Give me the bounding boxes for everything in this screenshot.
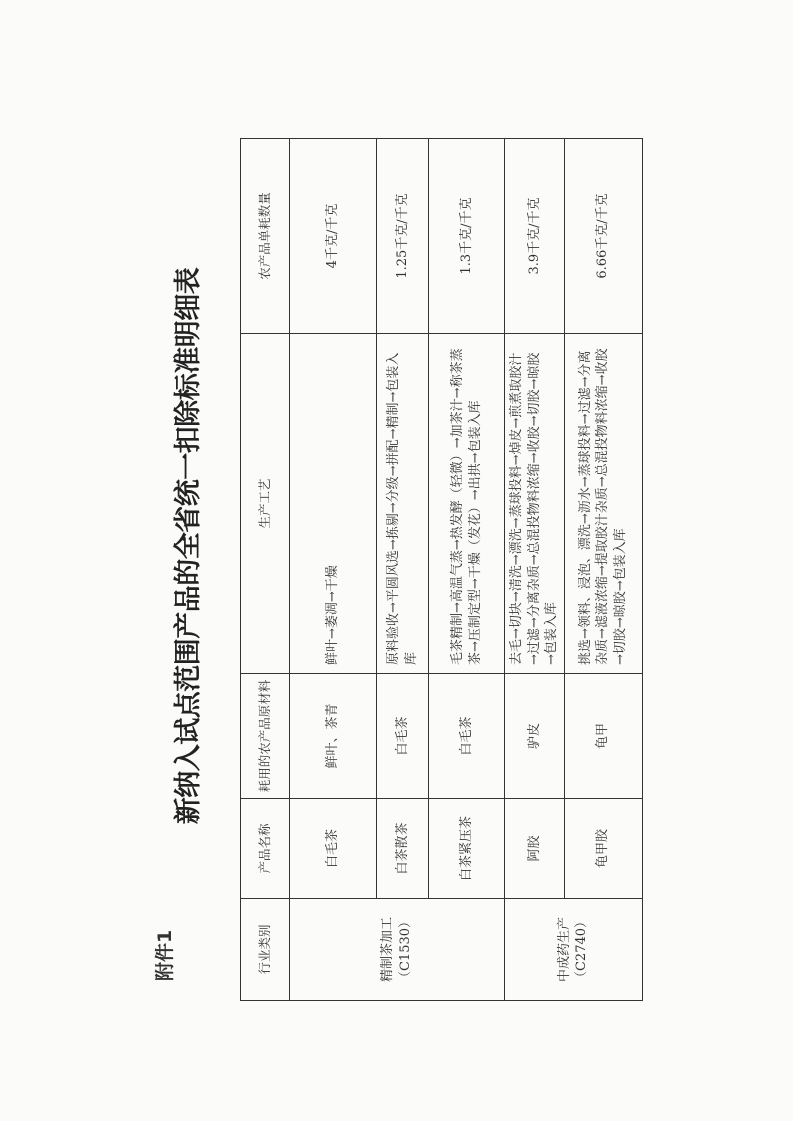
consumption-cell: 3.9千克/千克	[505, 139, 565, 334]
header-product: 产品名称	[241, 799, 290, 899]
process-cell: 去毛→切块→清洗→漂洗→蒸球投料→焯皮→煎煮取胶汁→过滤→分离杂质→总混投物料浓缩→收胶→切胶→晾胶→包装入库	[505, 334, 565, 674]
material-cell: 龟甲	[564, 674, 642, 799]
process-cell: 原料验收→平圆风选→拣剔→分级→拼配→精制→包装入库	[377, 334, 429, 674]
consumption-cell: 1.3千克/千克	[429, 139, 505, 334]
table-row	[564, 139, 642, 1001]
process-cell: 毛茶精制→高温气蒸→热发酵（轻微）→加茶汁→称茶蒸茶→压制定型→干燥（发花）→出拱→包装入库	[429, 334, 505, 674]
header-category: 行业类别	[241, 899, 290, 1001]
header-material: 耗用的农产品原材料	[241, 674, 290, 799]
material-cell: 驴皮	[505, 674, 565, 799]
table-header-row	[241, 139, 290, 1001]
product-cell: 白毛茶	[290, 799, 377, 899]
table-row	[290, 139, 377, 1001]
attachment-label: 附件1	[154, 929, 176, 981]
category-cell-medicine: 中成药生产（C2740）	[505, 899, 643, 1001]
table-row	[505, 139, 565, 1001]
product-cell: 龟甲胶	[564, 799, 642, 899]
table-row	[377, 139, 429, 1001]
process-cell: 鲜叶→萎凋→干燥	[290, 334, 377, 674]
consumption-cell: 6.66千克/千克	[564, 139, 642, 334]
document-title: 新纳入试点范围产品的全省统一扣除标准明细表	[173, 267, 204, 825]
category-cell-tea: 精制茶加工（C1530）	[290, 899, 505, 1001]
header-process: 生产工艺	[241, 334, 290, 674]
material-cell: 白毛茶	[429, 674, 505, 799]
consumption-cell: 4千克/千克	[290, 139, 377, 334]
process-cell: 挑选→领料、浸泡、漂洗→沥水→蒸球投料→过滤→分离杂质→滤液浓缩→提取胶汁杂质→总混投物料浓缩→收胶→切胶→晾胶→包装入库	[564, 334, 642, 674]
material-cell: 鲜叶、茶青	[290, 674, 377, 799]
deduction-standard-table	[240, 138, 643, 1001]
material-cell: 白毛茶	[377, 674, 429, 799]
product-cell: 白茶散茶	[377, 799, 429, 899]
product-cell: 白茶紧压茶	[429, 799, 505, 899]
consumption-cell: 1.25千克/千克	[377, 139, 429, 334]
product-cell: 阿胶	[505, 799, 565, 899]
header-consumption: 农产品单耗数量	[241, 139, 290, 334]
table-row	[429, 139, 505, 1001]
